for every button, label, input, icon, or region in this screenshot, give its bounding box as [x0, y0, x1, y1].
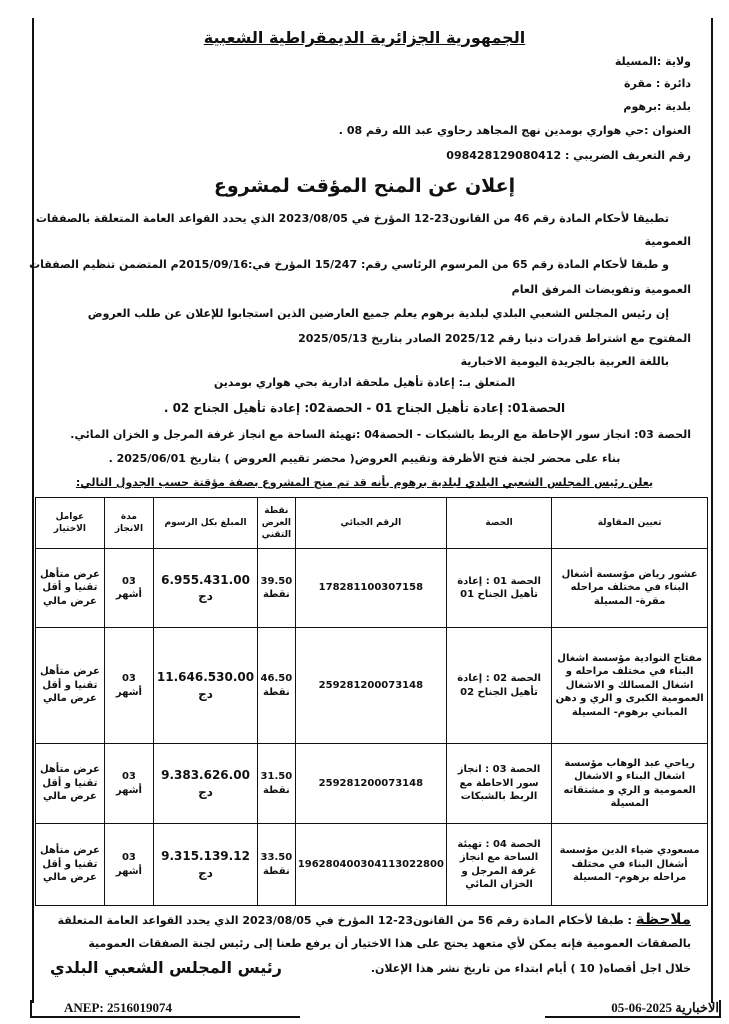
amount-value: 9.383.626.00: [161, 768, 250, 783]
paragraph-1-cont: العمومية: [644, 235, 691, 248]
signature: رئيس المجلس الشعبي البلدي: [50, 958, 282, 977]
amount: [154, 824, 258, 906]
duration-unit: أشهر: [115, 686, 142, 698]
footer-paper-date: الاخبارية 2025-06-05: [545, 1000, 721, 1018]
wilaya: ولاية :المسيلة: [614, 55, 691, 68]
amount-value: 9.315.139.12: [161, 849, 250, 864]
lot: الحصة 03 : انجاز سور الاحاطة مع الربط بالشبكات: [446, 744, 551, 824]
duration: [104, 824, 153, 906]
col-amount: المبلغ بكل الرسوم: [154, 498, 258, 549]
amount: [154, 628, 258, 744]
paragraph-2: و طبقا لأحكام المادة رقم 65 من المرسوم الرئاسي رقم: 15/247 المؤرخ في:2015/09/16م المتضمن تنظيم الصفقات: [29, 258, 669, 271]
note-line-3: خلال اجل أقصاه( 10 ) أيام ابتداء من تاريخ نشر هذا الإعلان.: [370, 962, 691, 975]
score-unit: نقطة: [262, 865, 290, 877]
score: [257, 744, 295, 824]
daira: دائرة : مقرة: [623, 77, 691, 90]
selection-factors: عرض متأهل تقنيا و أقل عرض مالي: [36, 824, 105, 906]
score-unit: نقطة: [262, 686, 290, 698]
company: عشور رياض مؤسسة أشغال البناء في مختلف مراحله مقرة- المسيلة: [552, 549, 708, 628]
score-unit: نقطة: [262, 589, 290, 600]
score: [257, 628, 295, 744]
note-text: : طبقا لأحكام المادة رقم 56 من القانون23-12 المؤرخ في 2023/08/05 الذي يحدد القواعد العامة المتعلقة: [57, 914, 632, 927]
currency: دج: [198, 865, 213, 880]
score-value: 46.50: [260, 673, 293, 684]
paragraph-1: تطبيقا لأحكام المادة رقم 46 من القانون23-12 المؤرخ في 2023/08/05 الذي يحدد القواعد العامة المتعلقة بالصفقات: [35, 212, 669, 225]
duration-value: 03: [121, 771, 136, 782]
paragraph-3: إن رئيس المجلس الشعبي البلدي لبلدية برهوم يعلم جميع العارضين الذين استجابوا للإعلان عن طلب العروض: [87, 307, 669, 320]
currency: دج: [198, 589, 213, 603]
tax-number: 178281100307158: [295, 549, 446, 628]
col-company: تعيين المقاولة: [552, 498, 708, 549]
note-label: ملاحظة: [635, 910, 691, 928]
announcement-title: إعلان عن المنح المؤقت لمشروع: [213, 175, 516, 197]
address: العنوان :حي هواري بومدين نهج المجاهد رحاوي عبد الله رقم 08 .: [338, 124, 691, 137]
tax-id: رقم التعريف الضريبي : 098428129080412: [446, 149, 691, 162]
paragraph-2-cont: العمومية وتفويضات المرفق العام: [511, 283, 691, 296]
selection-factors: عرض متأهل تقنيا و أقل عرض مالي: [36, 744, 105, 824]
lot: الحصة 04 : تهيئة الساحة مع انجاز غرفة المرجل و الخزان المائي: [446, 824, 551, 906]
duration: [104, 744, 153, 824]
amount-value: 11.646.530.00: [156, 670, 255, 685]
lot: الحصة 02 : إعادة تأهيل الجناح 02: [446, 628, 551, 744]
col-lot: الحصة: [446, 498, 551, 549]
duration-unit: أشهر: [115, 784, 142, 796]
note-line-2: بالصفقات العمومية فإنه يمكن لأي متعهد يحتج على هذا الاختيار أن يرفع طعنا إلى رئيس لجنة الصفقات العمومية: [88, 937, 691, 950]
score-unit: نقطة: [262, 784, 290, 796]
lots-1-2: الحصة01: إعادة تأهيل الجناح 01 - الحصة02: إعادة تأهيل الجناح 02 .: [163, 401, 566, 415]
selection-factors: عرض متأهل تقنيا و أقل عرض مالي: [36, 628, 105, 744]
score: [257, 824, 295, 906]
score-value: 31.50: [260, 771, 293, 782]
duration-value: 03: [121, 673, 136, 684]
commune: بلدية :برهوم: [623, 100, 691, 113]
table-header-row: [36, 498, 708, 549]
duration-unit: أشهر: [115, 589, 142, 600]
col-tax-id: الرقم الجبائي: [295, 498, 446, 549]
table-row: [36, 744, 708, 824]
table-row: [36, 628, 708, 744]
lots-3-4: الحصة 03: انجاز سور الإحاطة مع الربط بالشبكات - الحصة04 :تهيئة الساحة مع انجاز غرفة المرجل و الخزان المائي.: [70, 428, 691, 441]
amount: [154, 744, 258, 824]
table-row: [36, 824, 708, 906]
currency: دج: [198, 784, 213, 799]
duration-unit: أشهر: [115, 865, 142, 877]
lot: الحصة 01 : إعادة تأهيل الجناح 01: [446, 549, 551, 628]
tax-number: 259281200073148: [295, 628, 446, 744]
footer-anep: ANEP: 2516019074: [30, 1000, 300, 1018]
company: مسعودي ضياء الدين مؤسسة أشغال البناء في مختلف مراحله برهوم- المسيلة: [552, 824, 708, 906]
award-announcement: يعلن رئيس المجلس الشعبي البلدي لبلدية برهوم بأنه قد تم منح المشروع بصفة مؤقتة حسب الجدول التالي:: [75, 476, 654, 489]
col-duration: مدة الانجاز: [104, 498, 153, 549]
paragraph-3-end: باللغة العربية بالجريدة اليومية الاخبارية: [460, 355, 669, 368]
duration-value: 03: [121, 575, 136, 587]
company: مفتاح النوادية مؤسسة اشغال البناء في مختلف مراحله و اشغال المسالك و الاشغال العمومية الكبرى و الري و دهن المباني برهوم- المسيلة: [552, 628, 708, 744]
duration: [104, 549, 153, 628]
subject: المتعلق بـ: إعادة تأهيل ملحقة ادارية بحي هواري بومدين: [213, 376, 516, 389]
amount-value: 6.955.431.00: [161, 572, 250, 587]
col-factors: عوامل الاختيار: [36, 498, 105, 549]
score: [257, 549, 295, 628]
paragraph-3-cont: المفتوح مع اشتراط قدرات دنيا رقم 2025/12 الصادر بتاريخ 2025/05/13: [298, 332, 691, 345]
duration: [104, 628, 153, 744]
tax-number: 196280400304113022800: [295, 824, 446, 906]
company: رياحي عبد الوهاب مؤسسة اشغال البناء و الاشغال العمومية و الري و مشتقاته المسيلة: [552, 744, 708, 824]
selection-factors: عرض متأهل تقنيا و أقل عرض مالي: [36, 549, 105, 628]
score-value: 39.50: [260, 575, 293, 587]
evaluation-basis: بناء على محضر لجنة فتح الأظرفة وتقييم العروض( محضر تقييم العروض ) بتاريخ 2025/06/01 .: [108, 452, 621, 465]
tax-number: 259281200073148: [295, 744, 446, 824]
duration-value: 03: [121, 852, 136, 863]
amount: [154, 549, 258, 628]
col-score: نقطة العرض التقني: [257, 498, 295, 549]
currency: دج: [198, 686, 213, 701]
table-row: [36, 549, 708, 628]
note-line-1: [58, 910, 691, 928]
republic-heading: الجمهورية الجزائرية الديمقراطية الشعبية: [203, 28, 526, 47]
score-value: 33.50: [260, 852, 293, 863]
award-table: [35, 497, 708, 906]
